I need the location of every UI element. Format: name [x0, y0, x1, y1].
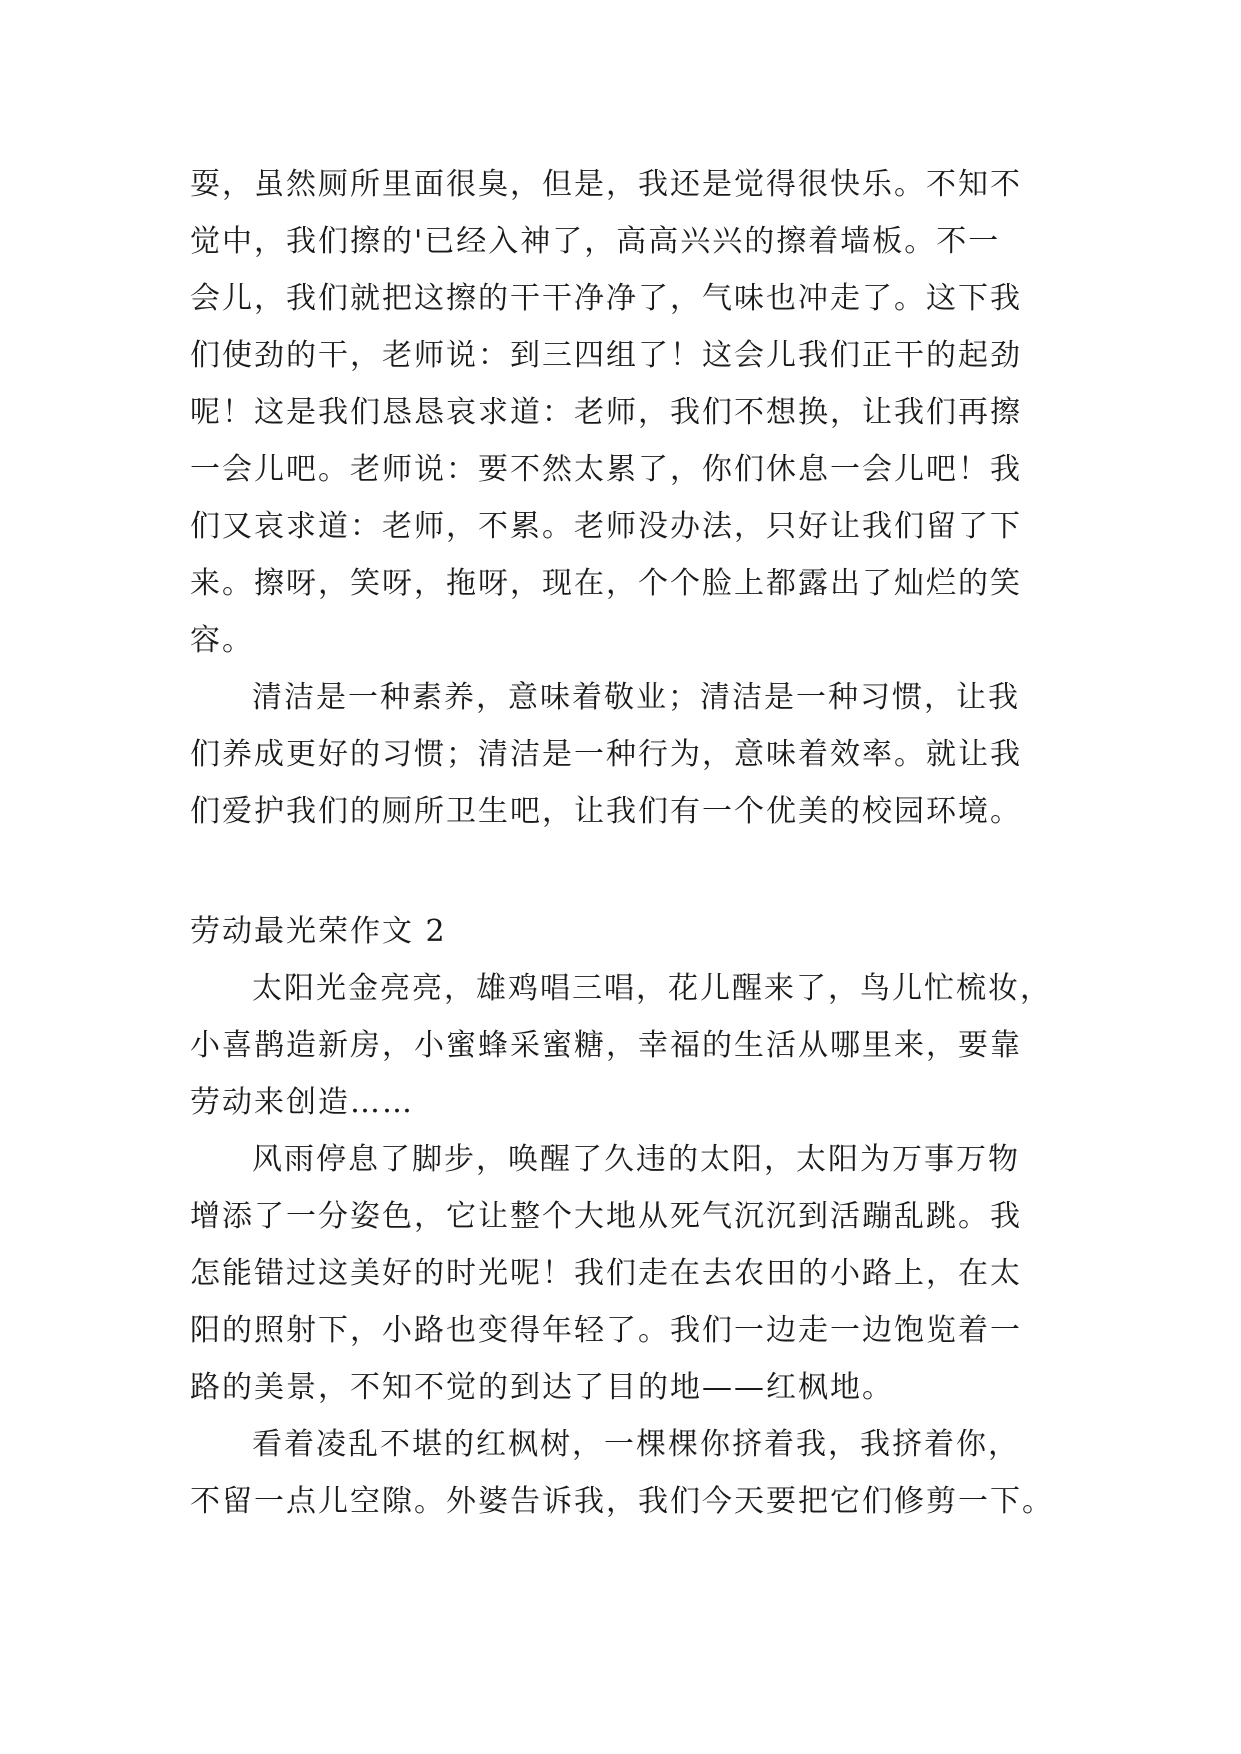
text-line: 来。擦呀，笑呀，拖呀，现在，个个脸上都露出了灿烂的笑	[190, 566, 1022, 601]
text-line: 怎能错过这美好的时光呢！我们走在去农田的小路上，在太	[190, 1256, 1022, 1291]
text-line: 风雨停息了脚步，唤醒了久违的太阳，太阳为万事万物	[252, 1142, 1020, 1177]
text-line: 们养成更好的习惯；清洁是一种行为，意味着效率。就让我	[190, 737, 1022, 772]
text-line: 耍，虽然厕所里面很臭，但是，我还是觉得很快乐。不知不	[190, 167, 1022, 202]
essay-title: 劳动最光荣作文 2	[190, 914, 447, 949]
text-line: 们又哀求道：老师，不累。老师没办法，只好让我们留了下	[190, 509, 1022, 544]
text-line: 一会儿吧。老师说：要不然太累了，你们休息一会儿吧！我	[190, 452, 1022, 487]
text-line: 呢！这是我们恳恳哀求道：老师，我们不想换，让我们再擦	[190, 395, 1022, 430]
text-line: 劳动来创造……	[190, 1085, 414, 1120]
text-line: 容。	[190, 623, 254, 658]
text-line: 路的美景，不知不觉的到达了目的地——红枫地。	[190, 1370, 894, 1405]
text-line: 增添了一分姿色，它让整个大地从死气沉沉到活蹦乱跳。我	[190, 1199, 1022, 1234]
text-line: 阳的照射下，小路也变得年轻了。我们一边走一边饱览着一	[190, 1313, 1022, 1348]
text-line: 们使劲的干，老师说：到三四组了！这会儿我们正干的起劲	[190, 338, 1022, 373]
text-line: 看着凌乱不堪的红枫树，一棵棵你挤着我，我挤着你，	[252, 1427, 1020, 1462]
text-line: 清洁是一种素养，意味着敬业；清洁是一种习惯，让我	[252, 680, 1020, 715]
text-line: 们爱护我们的厕所卫生吧，让我们有一个优美的校园环境。	[190, 794, 1022, 829]
text-line: 觉中，我们擦的'已经入神了，高高兴兴的擦着墙板。不一	[190, 224, 1001, 259]
text-line: 会儿，我们就把这擦的干干净净了，气味也冲走了。这下我	[190, 281, 1022, 316]
text-line: 太阳光金亮亮，雄鸡唱三唱，花儿醒来了，鸟儿忙梳妆，	[252, 971, 1052, 1006]
text-line: 小喜鹊造新房，小蜜蜂采蜜糖，幸福的生活从哪里来，要靠	[190, 1028, 1022, 1063]
text-line: 不留一点儿空隙。外婆告诉我，我们今天要把它们修剪一下。	[190, 1484, 1054, 1519]
